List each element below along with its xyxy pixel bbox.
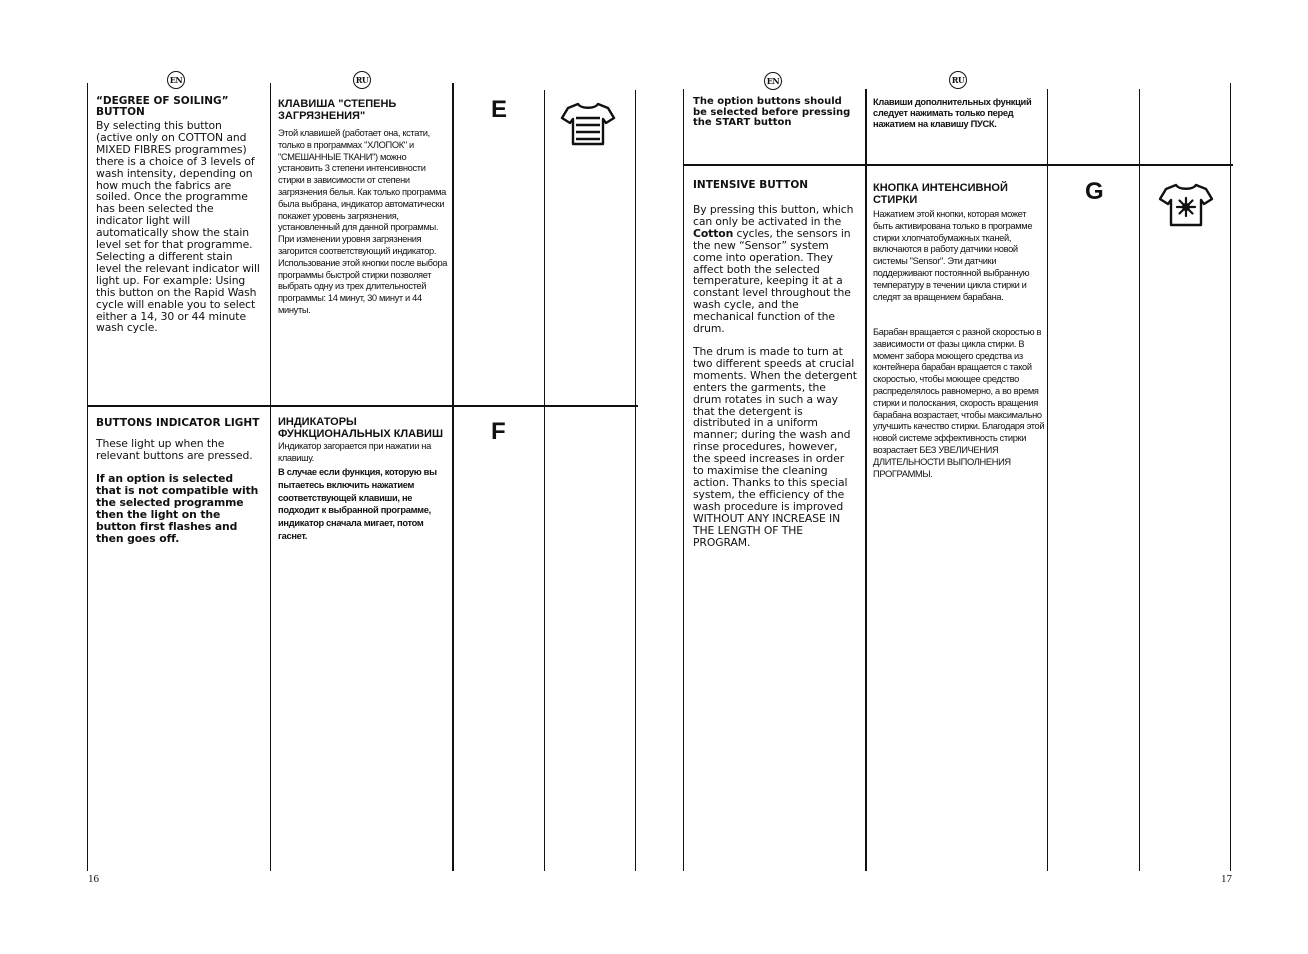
column-divider (544, 90, 545, 871)
page-number: 17 (1221, 873, 1232, 885)
ru-section-title: КЛАВИША "СТЕПЕНЬ ЗАГРЯЗНЕНИЯ" (278, 98, 397, 122)
ru-section-body: Индикатор загорается при нажатии на клавишу. (278, 441, 431, 463)
column-divider (635, 90, 636, 871)
ru-section-title: КНОПКА ИНТЕНСИВНОЙ СТИРКИ (873, 182, 1008, 206)
page-number: 16 (88, 873, 99, 885)
ru-section-body: Этой клавишей (работает она, кстати, только в программах "ХЛОПОК" и "СМЕШАННЫЕ ТКАНИ") можно установить 3 степени интенсивности стирки в зависимости от степени загрязнения белья. Как только программа была выбрана, индикатор автоматически покажет уровень загрязнения, установленный для данной программы. При изменении уровня загрязнения загорится соответствующий индикатор. Использование этой кнопки после выбора программы быстрой стирки позволяет выбрать одну из трех длительностей программы: 14 минут, 30 минут и 44 минуты. (278, 128, 448, 315)
en-section-title: “DEGREE OF SOILING” BUTTON (96, 95, 229, 118)
column-divider (1230, 83, 1231, 871)
section-divider (684, 164, 1233, 166)
en-section-warning: If an option is selected that is not compatible with the selected programme then the light on the button first flashes and then goes off. (96, 472, 259, 545)
en-flag-icon: EN (764, 72, 782, 90)
section-letter-g: G (1085, 178, 1104, 205)
en-section-body-2: The drum is made to turn at two different speeds at crucial moments. When the detergent enters the garments, the drum rotates in such a way that the detergent is distributed in a uniform manner; during the wash and rinse procedures, however, the speed increases in order to maximise the cleaning action. Thanks to this special system, the efficiency of the wash procedure is improved WITHOUT ANY INCREASE IN THE LENGTH OF THE PROGRAM. (693, 345, 857, 549)
column-divider (270, 83, 271, 871)
column-divider (87, 83, 88, 871)
column-divider (452, 83, 454, 871)
en-note: The option buttons should be selected before pressing the START button (693, 96, 851, 129)
ru-flag-icon: RU (949, 71, 967, 89)
ru-section-title: ИНДИКАТОРЫ ФУНКЦИОНАЛЬНЫХ КЛАВИШ (278, 416, 443, 440)
en-section-body: By selecting this button (active only on COTTON and MIXED FIBRES programmes) there is a choice of 3 levels of wash intensity, depending on how much the fabrics are soiled. Once the programme has been selected the indicator light will automatically show the stain level set for that programme. Selecting a different stain level the relevant indicator will light up. For example: Using this button on the Rapid Wash cycle will enable you to select either a 14, 30 or 44 minute wash cycle. (96, 119, 260, 335)
column-divider (683, 89, 684, 871)
tshirt-soil-icon (560, 101, 616, 147)
en-section-title: INTENSIVE BUTTON (693, 179, 809, 191)
en-body-emphasis: Cotton (693, 226, 734, 240)
en-section-title: BUTTONS INDICATOR LIGHT (96, 417, 260, 429)
ru-section-warning: В случае если функция, которую вы пытаетесь включить нажатием соответствующей клавиши, не подходит к выбранной программе, индикатор сначала мигает, потом гаснет. (278, 467, 437, 541)
en-body-text: By pressing this button, which can only be activated in the (693, 203, 854, 228)
section-divider (88, 405, 638, 407)
column-divider (865, 89, 867, 871)
section-letter-e: E (491, 96, 508, 123)
tshirt-intensive-icon (1158, 182, 1214, 228)
en-section-body (693, 204, 857, 335)
section-letter-f: F (491, 418, 506, 445)
ru-flag-icon: RU (353, 71, 371, 89)
column-divider (1139, 89, 1140, 871)
ru-section-body: Нажатием этой кнопки, которая может быть активирована только в программе стирки хлопчатобумажных тканей, включаются в работу датчики новой системы "Sensor". Эти датчики поддерживают постоянной выбранную температуру в течении цикла стирки и следят за вращением барабана. (873, 209, 1033, 302)
ru-note: Клавиши дополнительных функций следует нажимать только перед нажатием на клавишу ПУСК. (873, 97, 1032, 130)
en-body-text: cycles, the sensors in the new “Sensor” system come into operation. They affect both the selected temperature, keeping it at a constant level throughout the wash cycle, and the mechanical function of the drum. (693, 226, 851, 336)
column-divider (1047, 89, 1048, 871)
ru-section-body-2: Барабан вращается с разной скоростью в зависимости от фазы цикла стирки. В момент забора моющего средства из контейнера барабан вращается с такой скоростью, чтобы моющее средство распределялось равномерно, а во время стирки и полоскания, скорость вращения барабана возрастает, чтобы максимально улучшить качество стирки. Благодаря этой новой системе эффективность стирки возрастает БЕЗ УВЕЛИЧЕНИЯ ДЛИТЕЛЬНОСТИ ВЫПОЛНЕНИЯ ПРОГРАММЫ. (873, 327, 1045, 479)
en-flag-icon: EN (167, 71, 185, 89)
en-section-body: These light up when the relevant buttons are pressed. (96, 437, 253, 462)
